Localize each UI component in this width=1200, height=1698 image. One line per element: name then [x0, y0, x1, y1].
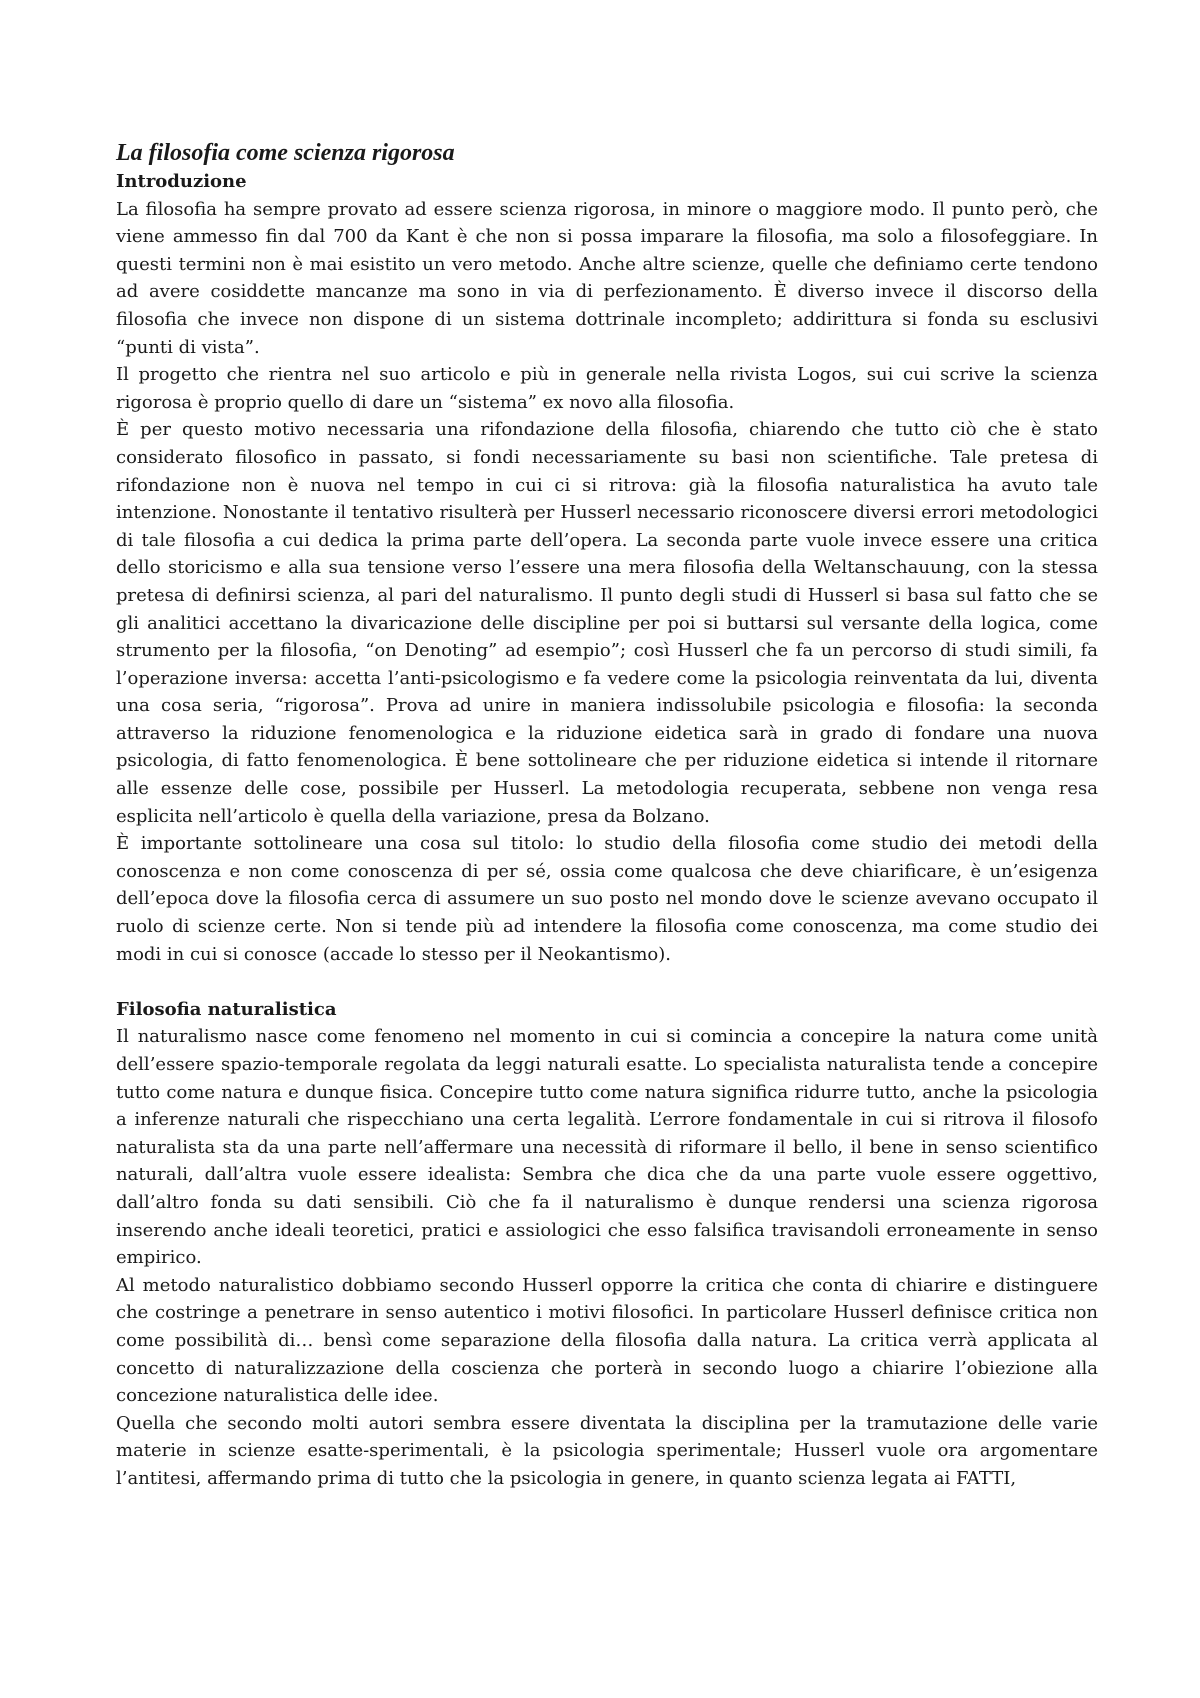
paragraph-spacer: [116, 968, 1098, 996]
section-heading: Filosofia naturalistica: [116, 998, 337, 1020]
document-page: [116, 138, 1098, 1493]
paragraph: È importante sottolineare una cosa sul titolo: lo studio della filosofia come studio dei metodi della conoscenza e non come conoscenza di per sé, ossia come qualcosa che deve chiarificare, è un’esigenza dell’epoca dove la filosofia cerca di assumere un suo posto nel mondo dove le scienze avevano occupato il ruolo di scienze certe. Non si tende più ad intendere la filosofia come conoscenza, ma come studio dei modi in cui si conosce (accade lo stesso per il Neokantismo).: [116, 833, 1098, 965]
paragraph: La filosofia ha sempre provato ad essere scienza rigorosa, in minore o maggiore modo. Il punto però, che viene ammesso fin dal 700 da Kant è che non si possa imparare la filosofia, ma solo a filosofeggiare. In questi termini non è mai esistito un vero metodo. Anche altre scienze, quelle che definiamo certe tendono ad avere cosiddette mancanze ma sono in via di perfezionamento. È diverso invece il discorso della filosofia che invece non dispone di un sistema dottrinale incompleto; addirittura si fonda su esclusivi “punti di vista”.: [116, 198, 1098, 358]
paragraph: Il naturalismo nasce come fenomeno nel momento in cui si comincia a concepire la natura come unità dell’essere spazio-temporale regolata da leggi naturali esatte. Lo specialista naturalista tende a concepire tutto come natura e dunque fisica. Concepire tutto come natura significa ridurre tutto, anche la psicologia a inferenze naturali che rispecchiano una certa legalità. L’errore fondamentale in cui si ritrova il filosofo naturalista sta da una parte nell’affermare una necessità di riformare il bello, il bene in senso scientifico naturali, dall’altra vuole essere idealista: Sembra che dica che da una parte vuole essere oggettivo, dall’altro fonda su dati sensibili. Ciò che fa il naturalismo è dunque rendersi una scienza rigorosa inserendo anche ideali teoretici, pratici e assiologici che esso falsifica travisandoli erroneamente in senso empirico.: [116, 1026, 1098, 1269]
paragraph: Quella che secondo molti autori sembra essere diventata la disciplina per la tramutazione delle varie materie in scienze esatte-sperimentali, è la psicologia sperimentale; Husserl vuole ora argomentare l’antitesi, affermando prima di tutto che la psicologia in genere, in quanto scienza legata ai FATTI,: [116, 1412, 1098, 1489]
document-title: La filosofia come scienza rigorosa: [116, 140, 455, 166]
section-introduzione: [116, 168, 1098, 968]
section-filosofia-naturalistica: [116, 996, 1098, 1493]
section-heading: Introduzione: [116, 171, 247, 192]
paragraph: Al metodo naturalistico dobbiamo secondo Husserl opporre la critica che conta di chiarire e distinguere che costringe a penetrare in senso autentico i motivi filosofici. In particolare Husserl definisce critica non come possibilità di… bensì come separazione della filosofia dalla natura. La critica verrà applicata al concetto di naturalizzazione della coscienza che porterà in secondo luogo a chiarire l’obiezione alla concezione naturalistica delle idee.: [116, 1274, 1098, 1407]
paragraph: È per questo motivo necessaria una rifondazione della filosofia, chiarendo che tutto ciò che è stato considerato filosofico in passato, si fondi necessariamente su basi non scientifiche. Tale pretesa di rifondazione non è nuova nel tempo in cui ci si ritrova: già la filosofia naturalistica ha avuto tale intenzione. Nonostante il tentativo risulterà per Husserl necessario riconoscere diversi errori metodologici di tale filosofia a cui dedica la prima parte dell’opera. La seconda parte vuole invece essere una critica dello storicismo e alla sua tensione verso l’essere una mera filosofia della Weltanschauung, con la stessa pretesa di definirsi scienza, al pari del naturalismo. Il punto degli studi di Husserl si basa sul fatto che se gli analitici accettano la divaricazione delle discipline per poi si buttarsi sul versante della logica, come strumento per la filosofia, “on Denoting” ad esempio”; così Husserl che fa un percorso di studi simili, fa l’operazione inversa: accetta l’anti-psicologismo e fa vedere come la psicologia reinventata da lui, diventa una cosa seria, “rigorosa”. Prova ad unire in maniera indissolubile psicologia e filosofia: la seconda attraverso la riduzione fenomenologica e la riduzione eidetica sarà in grado di fondare una nuova psicologia, di fatto fenomenologica. È bene sottolineare che per riduzione eidetica si intende il ritornare alle essenze delle cose, possibile per Husserl. La metodologia recuperata, sebbene non venga resa esplicita nell’articolo è quella della variazione, presa da Bolzano.: [116, 419, 1098, 827]
paragraph: Il progetto che rientra nel suo articolo e più in generale nella rivista Logos, sui cui scrive la scienza rigorosa è proprio quello di dare un “sistema” ex novo alla filosofia.: [116, 364, 1098, 413]
